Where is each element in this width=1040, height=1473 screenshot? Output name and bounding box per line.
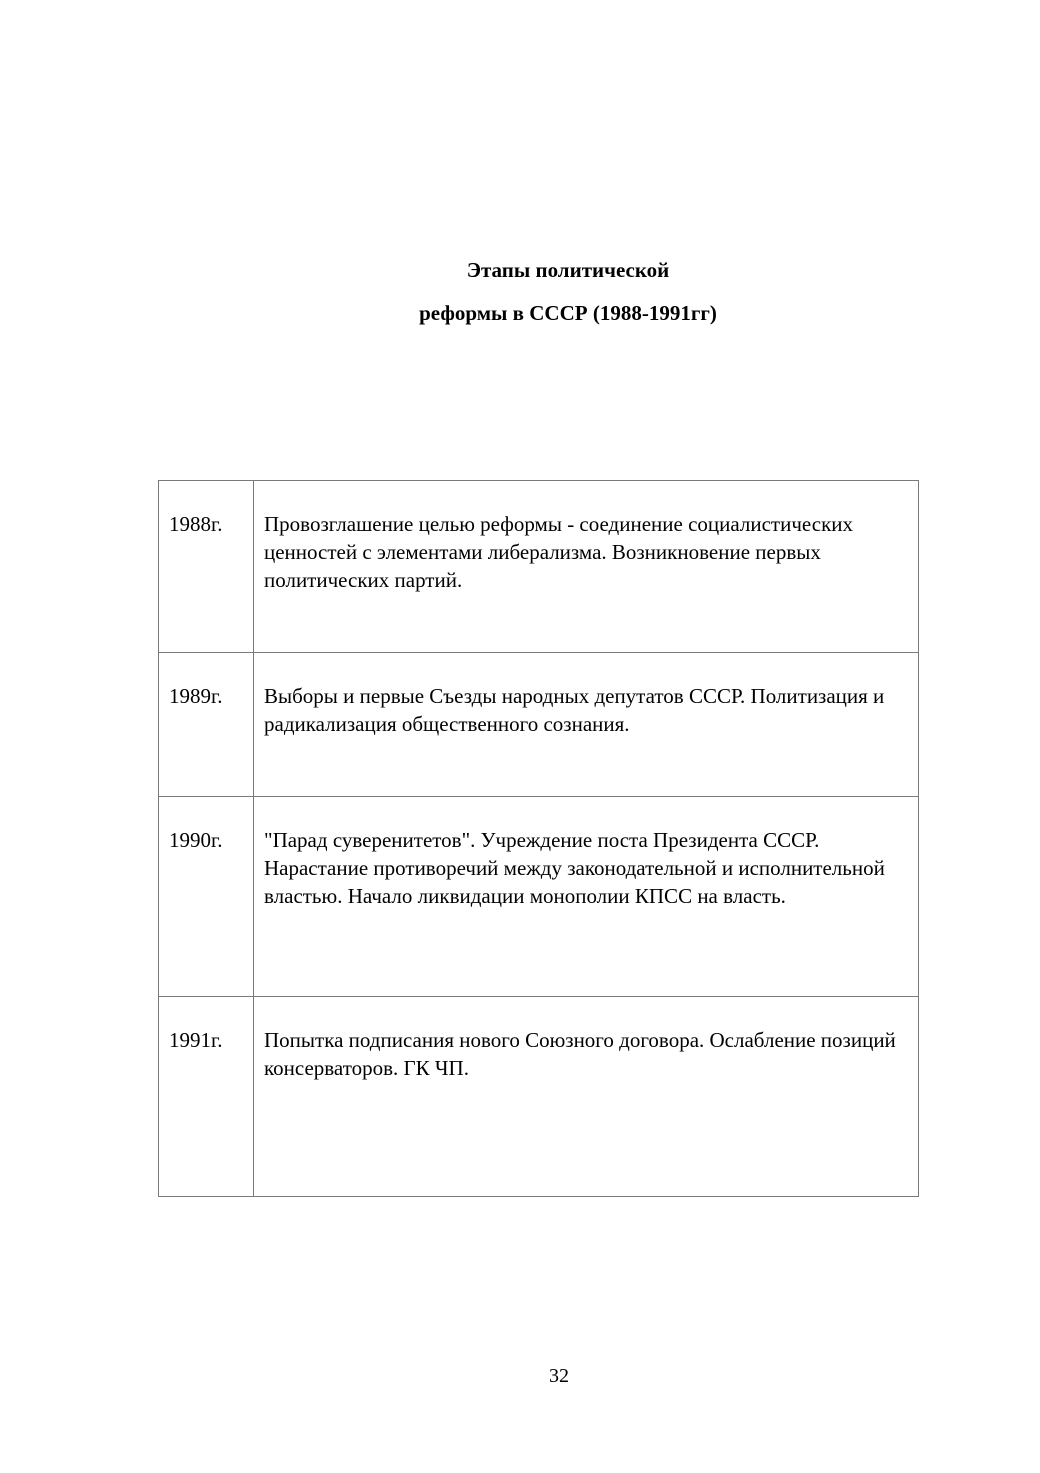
stage-year: 1989г.: [159, 653, 254, 797]
stage-year: 1990г.: [159, 797, 254, 997]
stage-description: Попытка подписания нового Союзного договора. Ослабление позиций консерваторов. ГК ЧП.: [254, 997, 919, 1197]
page-number: 32: [549, 1365, 569, 1387]
table-row: [159, 797, 919, 997]
page-title-line-1: Этапы политической: [466, 258, 670, 282]
table-row: [159, 653, 919, 797]
stage-description: "Парад суверенитетов". Учреждение поста Президента СССР. Нарастание противоречий между законодательной и исполнительной властью. Начало ликвидации монополии КПСС на власть.: [254, 797, 919, 997]
stage-year: 1991г.: [159, 997, 254, 1197]
reform-stages-table: [158, 480, 919, 1197]
table-row: [159, 481, 919, 653]
stage-year: 1988г.: [159, 481, 254, 653]
page-title-line-2: реформы в СССР (1988-1991гг): [419, 301, 717, 325]
table-row: [159, 997, 919, 1197]
stage-description: Выборы и первые Съезды народных депутатов СССР. Политизация и радикализация общественного сознания.: [254, 653, 919, 797]
stage-description: Провозглашение целью реформы - соединение социалистических ценностей с элементами либерализма. Возникновение первых политических партий.: [254, 481, 919, 653]
